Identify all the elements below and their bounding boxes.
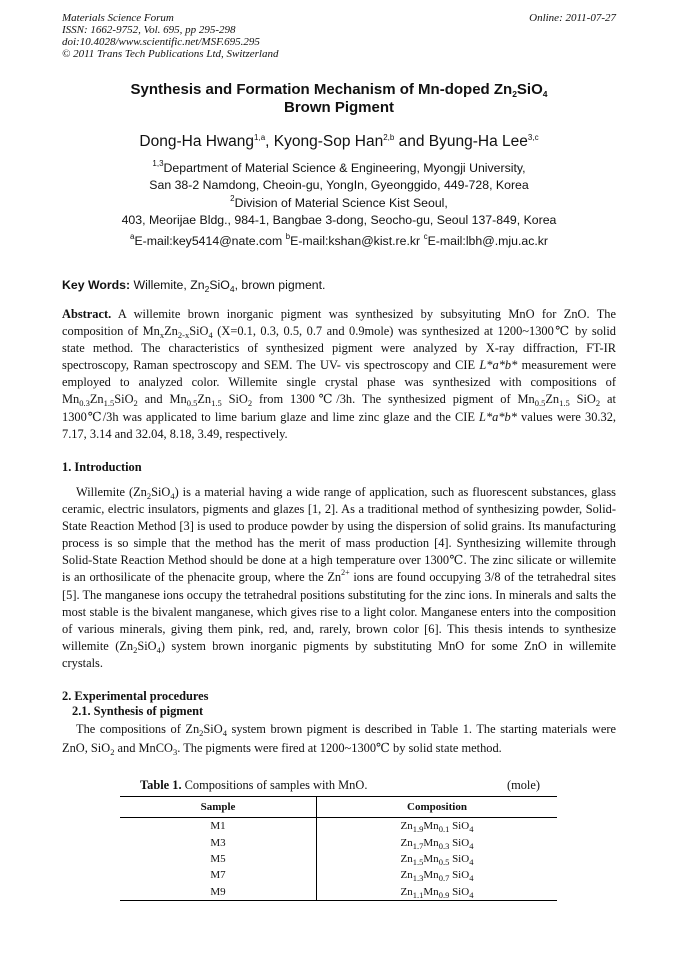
table-row — [120, 884, 557, 901]
copyright-line: © 2011 Trans Tech Publications Ltd, Switzerland — [62, 48, 279, 60]
online-date: Online: 2011-07-27 — [529, 12, 616, 24]
issn-line: ISSN: 1662-9752, Vol. 695, pp 295-298 — [62, 24, 236, 36]
abstract: Abstract. A willemite brown inorganic pigment was synthesized by subsyituting MnO for ZnO. The composition of $Mn_xZn_{2-x}SiO_4$ (X=0.1, 0.3, 0.5, 0.7 and 0.9mole) was synthesized at 1200~1300℃ by solid state method. The characteristics of synthesized pigment were analyzed by X-ray diffraction, FT-IR spectroscopy, Raman spectroscopy and SEM. The UV- vis spectroscopy and CIE L*a*b* measurement were employed to analyzed color. Willemite single crystal phase was synthesized with compositions of $Mn_{0.3}Zn_{1.5}SiO_2$ and $Mn_{0.5}Zn_{1.5}$ SiO$_2$ from 1300℃/3h. The synthesized pigment of $Mn_{0.5}Zn_{1.5}$ SiO$_2$ at 1300℃/3h was applicated to lime barium glaze and lime zinc glaze and the CIE L*a*b* values were 30.32, 7.17, 3.14 and 32.04, 8.18, 3.49, respectively. — [62, 307, 617, 441]
author-emails: $^a$E-mail:key5414@nate.com $^b$E-mail:kshan@kist.re.kr $^c$E-mail:lbh@.mju.ac.kr — [129, 232, 549, 248]
composition-cell: $Zn_{1.3}Mn_{0.7}$ SiO$_4$ — [400, 869, 474, 884]
intro-paragraph: Willemite $(Zn_2SiO_4)$ is a material having a wide range of application, such as fluorescent substances, glass ceramic, electric insulators, pigments and glazes [1, 2]. As a traditional method of synthesizing powder, Solid-State Reaction Method [3] is used to produce powder by using the dispersion of solid grains. Its manufacturing process is so simple that the method has the merit of mass production [4]. Synthesizing willemite through Solid-State Reaction Method should be done at a high temperature over 1300℃. The zinc silicate or willemite is an orthosilicate of the phenacite group, where the $Zn^{2+}$ ions are found occupying 3/8 of the tetrahedral sites [5]. The manganese ions occupy the tetrahedral positions substituting for the zinc ions. In minerals and salts the most stable is the bivalent manganese, which gives rise to a light color. Manganese enters into the composition of various minerals, giving them pink, red, and, rarely, brown color [6]. This thesis intends to synthesize willemite $(Zn_2SiO_4)$ system brown inorganic pigments by substituting MnO for some ZnO in willemite crystals. — [62, 485, 616, 670]
composition-cell: $Zn_{1.9}Mn_{0.1}$ SiO$_4$ — [400, 820, 474, 835]
composition-cell: $Zn_{1.5}Mn_{0.5}$ SiO$_4$ — [400, 852, 474, 867]
col-sample-header: Sample — [120, 797, 317, 818]
paper-title: Synthesis and Formation Mechanism of Mn-doped $Zn_2SiO_4$ Brown Pigment — [130, 81, 548, 116]
author-list: Dong-Ha Hwang$^{1,a}$, Kyong-Sop Han$^{2,b}$ and Byung-Ha Lee$^{3,c}$ — [139, 133, 539, 150]
synthesis-subheading: 2.1. Synthesis of pigment — [72, 704, 204, 718]
table-caption: Table 1. Compositions of samples with MnO. (mole) — [140, 778, 540, 792]
table-row — [120, 851, 557, 867]
table-row — [120, 818, 557, 835]
composition-cell: $Zn_{1.1}Mn_{0.9}$ SiO$_4$ — [317, 884, 558, 901]
sample-cell: M1 — [120, 818, 317, 835]
running-header — [62, 12, 616, 60]
email-b[interactable]: E-mail:kshan@kist.re.kr — [290, 234, 424, 248]
experimental-paragraph: The compositions of $Zn_2SiO_4$ system brown pigment is described in Table 1. The starting materials were ZnO, SiO$_2$ and MnCO$_3$. The pigments were fired at 1200~1300℃ by solid state method. — [62, 722, 616, 757]
sample-cell: M9 — [120, 884, 317, 901]
journal-name: Materials Science Forum — [62, 12, 174, 24]
email-c[interactable]: E-mail:lbh@.mju.ac.kr — [427, 234, 549, 248]
email-a[interactable]: E-mail:key5414@nate.com — [134, 234, 286, 248]
table-row — [120, 834, 557, 850]
table-unit: (mole) — [506, 778, 540, 792]
col-composition-header: Composition — [317, 797, 558, 818]
composition-table — [120, 796, 557, 901]
composition-cell: $Zn_{1.7}Mn_{0.3}$ SiO$_4$ — [400, 836, 474, 851]
sample-cell: M5 — [120, 851, 317, 867]
sample-cell: M3 — [120, 834, 317, 850]
sample-cell: M7 — [120, 867, 317, 883]
keywords: Key Words: Willemite, $Zn_2SiO_4$, brown pigment. — [62, 278, 326, 294]
intro-heading: 1. Introduction — [62, 460, 142, 474]
affiliations: $^{1,3}$Department of Material Science & Engineering, Myongji University, San 38-2 Namdong, Cheoin-gu, YongIn, Gyeonggido, 449-728, Korea $^2$Division of Material Science Kist Seoul, 403, Meorijae Bldg., 984-1, Bangbae 3-dong, Seocho-gu, Seoul 137-849, Korea — [121, 159, 557, 228]
table-row — [120, 867, 557, 883]
experimental-heading: 2. Experimental procedures — [62, 689, 209, 703]
doi-line: doi:10.4028/www.scientific.net/MSF.695.295 — [62, 36, 260, 48]
